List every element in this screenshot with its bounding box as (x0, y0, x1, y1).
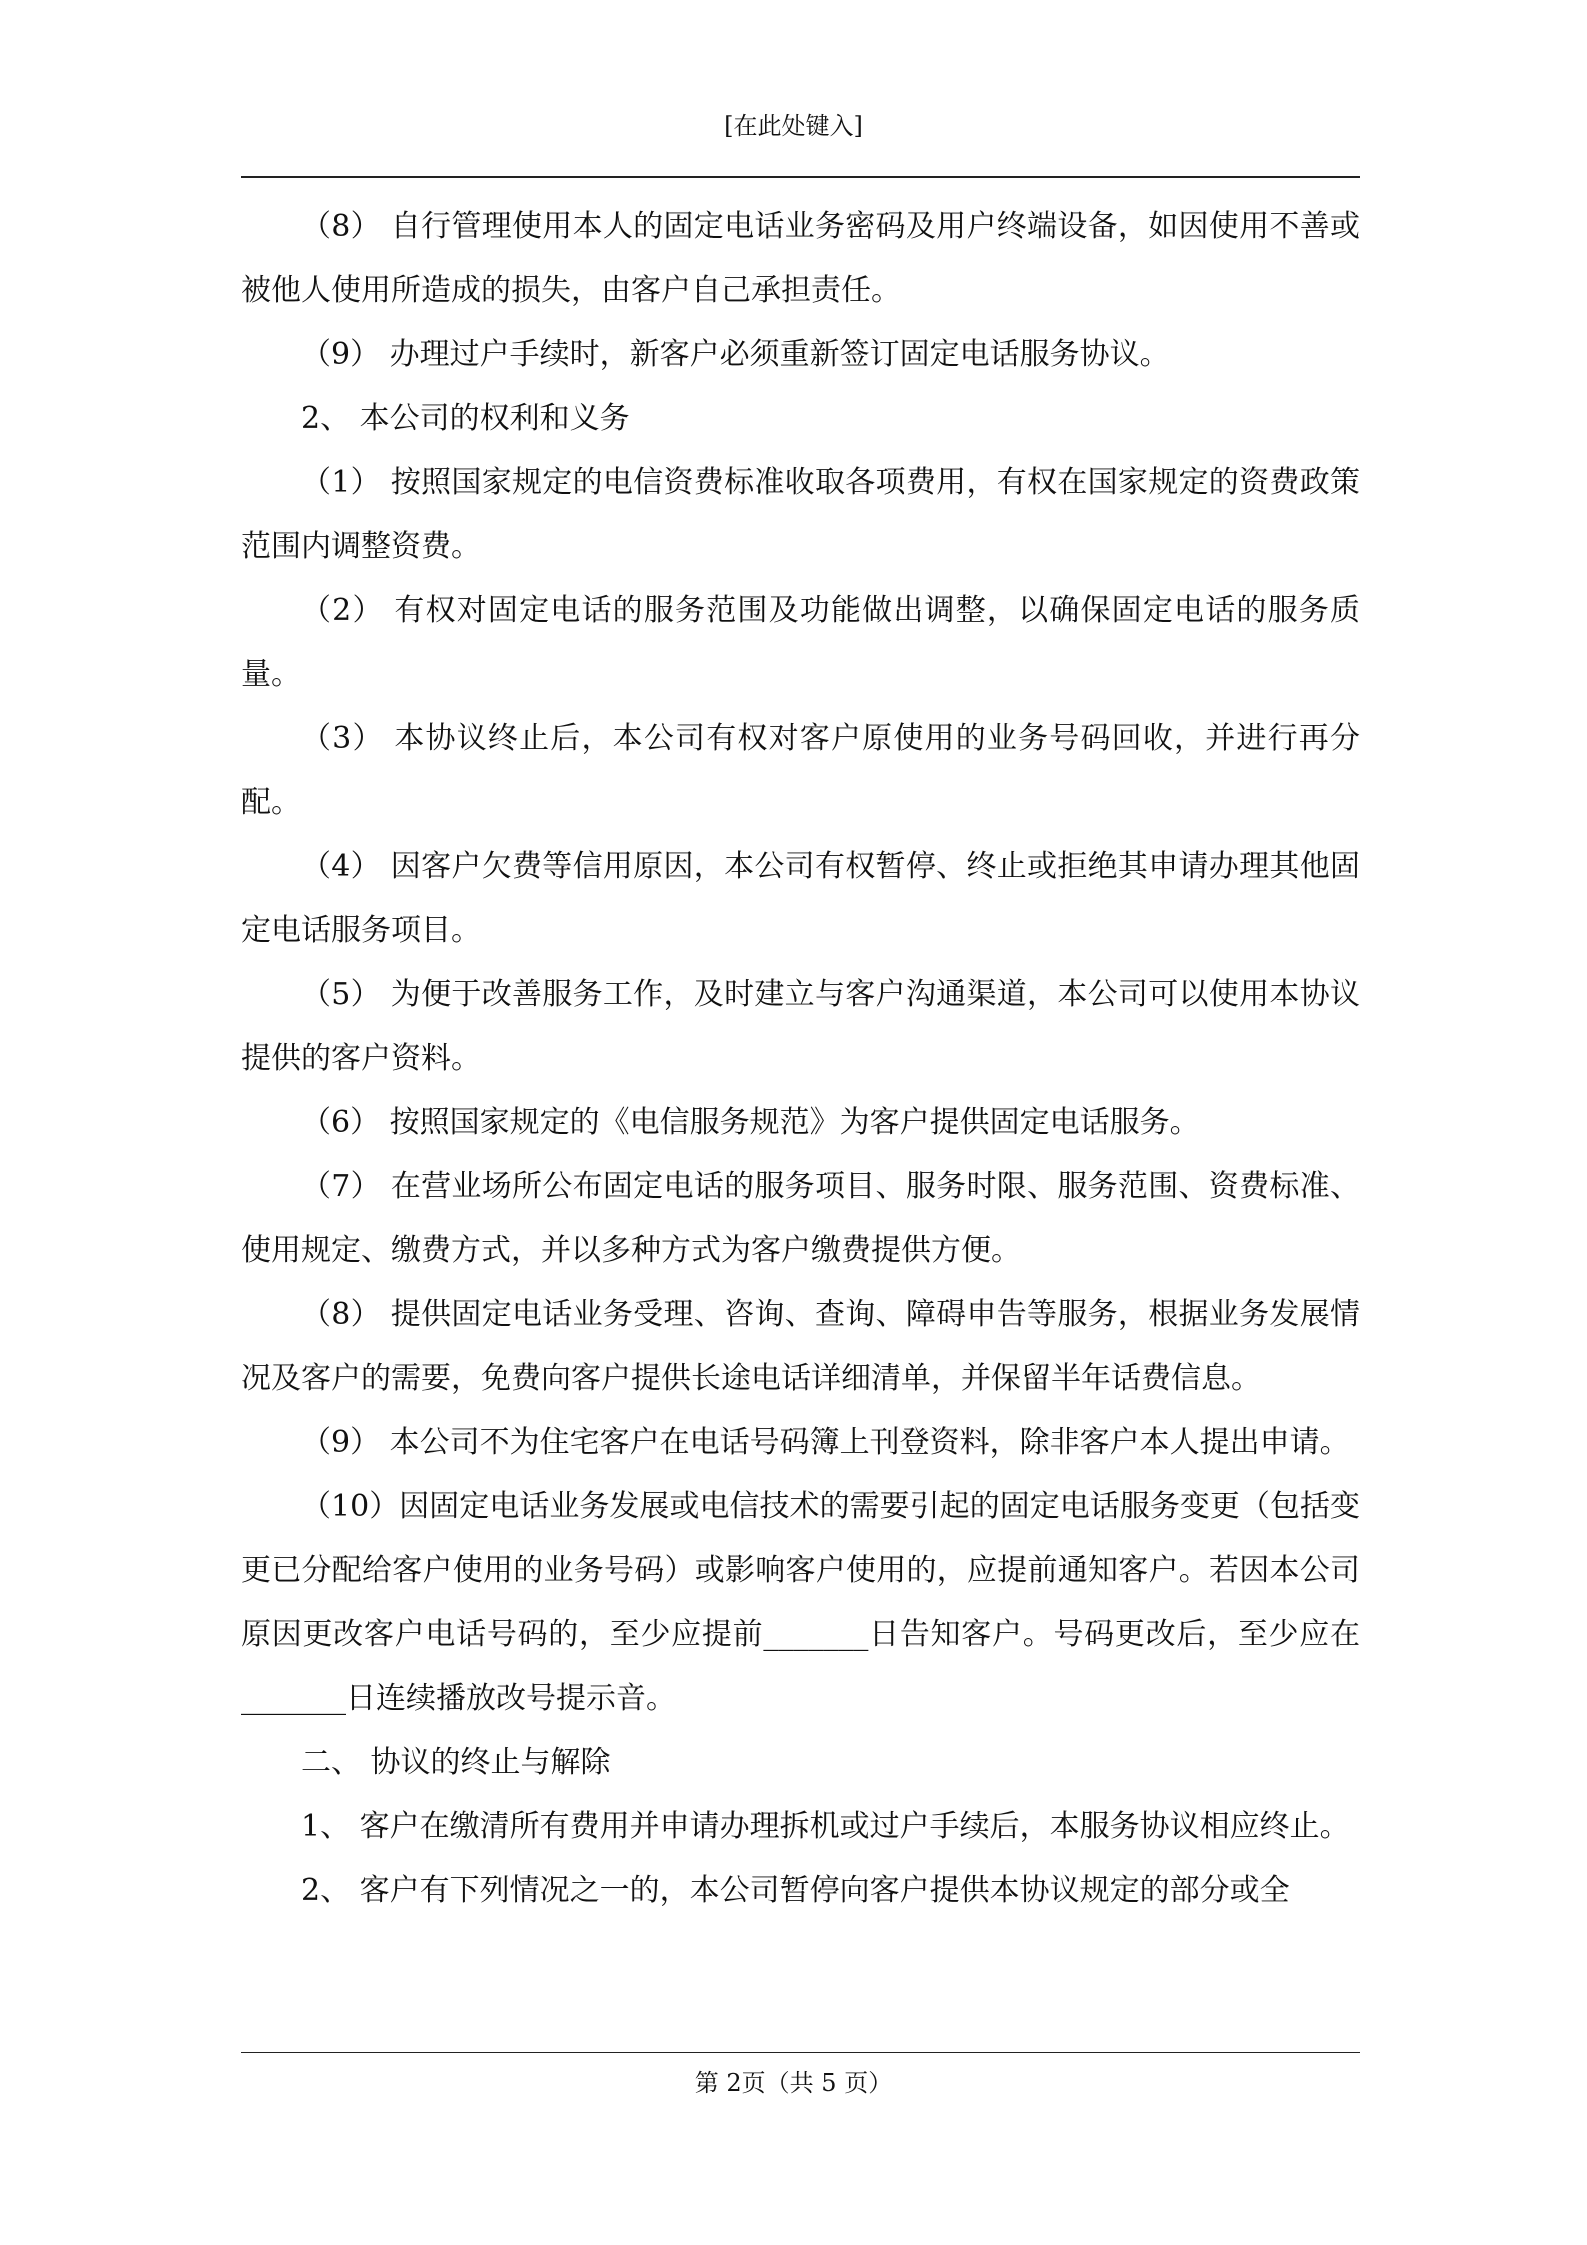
page-footer: 第 2页（共 5 页） (694, 2069, 893, 2097)
paragraph-company-1: （1） 按照国家规定的电信资费标准收取各项费用，有权在国家规定的资费政策范围内调整资费。 (241, 465, 1360, 564)
footer-divider (241, 2052, 1360, 2053)
paragraph-termination-1: 1、 客户在缴清所有费用并申请办理拆机或过户手续后，本服务协议相应终止。 (301, 1809, 1350, 1844)
paragraph-company-8: （8） 提供固定电话业务受理、咨询、查询、障碍申告等服务，根据业务发展情况及客户的需要，免费向客户提供长途电话详细清单，并保留半年话费信息。 (241, 1297, 1360, 1396)
section-heading-termination: 二、 协议的终止与解除 (301, 1745, 611, 1780)
paragraph-company-7: （7） 在营业场所公布固定电话的服务项目、服务时限、服务范围、资费标准、使用规定、缴费方式，并以多种方式为客户缴费提供方便。 (241, 1169, 1360, 1268)
paragraph-company-5: （5） 为便于改善服务工作，及时建立与客户沟通渠道，本公司可以使用本协议提供的客户资料。 (241, 977, 1360, 1076)
document-body (241, 195, 1360, 1923)
paragraph-customer-8: （8） 自行管理使用本人的固定电话业务密码及用户终端设备，如因使用不善或被他人使用所造成的损失，由客户自己承担责任。 (241, 209, 1360, 308)
page-header: [在此处键入] (724, 112, 863, 140)
section-heading-company-rights: 2、 本公司的权利和义务 (301, 401, 630, 436)
paragraph-company-10: （10）因固定电话业务发展或电信技术的需要引起的固定电话服务变更（包括变更已分配给客户使用的业务号码）或影响客户使用的，应提前通知客户。若因本公司原因更改客户电话号码的，至少应提前_______日告知客户。号码更改后，至少应在_______日连续播放改号提示音。 (241, 1489, 1360, 1716)
paragraph-termination-2: 2、 客户有下列情况之一的，本公司暂停向客户提供本协议规定的部分或全 (301, 1873, 1290, 1908)
paragraph-customer-9: （9） 办理过户手续时，新客户必须重新签订固定电话服务协议。 (301, 337, 1170, 372)
paragraph-company-9: （9） 本公司不为住宅客户在电话号码簿上刊登资料，除非客户本人提出申请。 (301, 1425, 1350, 1460)
paragraph-company-4: （4） 因客户欠费等信用原因，本公司有权暂停、终止或拒绝其申请办理其他固定电话服务项目。 (241, 849, 1360, 948)
paragraph-company-3: （3） 本协议终止后，本公司有权对客户原使用的业务号码回收，并进行再分配。 (241, 721, 1360, 820)
header-divider (241, 176, 1360, 178)
paragraph-company-2: （2） 有权对固定电话的服务范围及功能做出调整，以确保固定电话的服务质量。 (241, 593, 1360, 692)
paragraph-company-6: （6） 按照国家规定的《电信服务规范》为客户提供固定电话服务。 (301, 1105, 1200, 1140)
